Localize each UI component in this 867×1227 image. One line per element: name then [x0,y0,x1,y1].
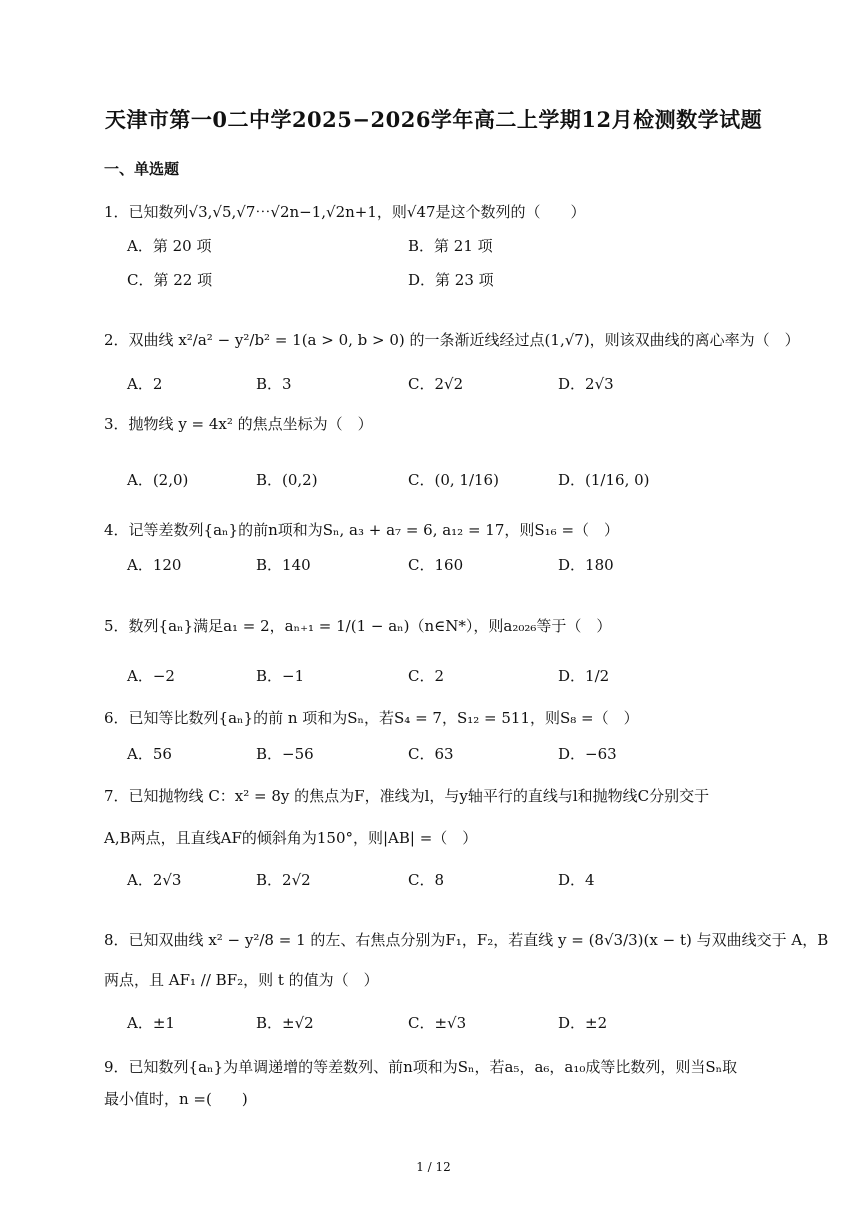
question-7-line-2: A,B两点，且直线AF的倾斜角为150°，则|AB| =（ ） [104,829,478,847]
question-text: 数列{aₙ}满足a₁ = 2，aₙ₊₁ = 1/(1 − aₙ)（n∈N*），则a₂₀₂₆等于（ ） [128,617,612,635]
option-a: A．2 [127,375,163,393]
option-b: B．3 [256,375,292,393]
question-number: 1． [104,203,129,221]
option-c: C．±√3 [408,1014,467,1032]
question-number: 2． [104,331,129,349]
question-8-line-2: 两点，且 AF₁ // BF₂，则 t 的值为（ ） [104,971,379,989]
question-3 [104,414,373,434]
option-c: C．2 [408,667,445,685]
option-c: C．2√2 [408,375,464,393]
option-b: B．−56 [256,745,314,763]
option-a: A．2√3 [127,871,182,889]
option-a: A．120 [127,556,182,574]
option-c: C．(0, 1/16) [408,471,499,489]
option-b: B．±√2 [256,1014,314,1032]
option-c: C．8 [408,871,445,889]
option-c: C．63 [408,745,454,763]
option-d: D．1/2 [558,667,610,685]
question-9-line-2: 最小值时，n =( ) [104,1090,248,1108]
option-a: A．±1 [127,1014,175,1032]
option-d: D．±2 [558,1014,608,1032]
question-number: 5． [104,617,129,635]
question-number: 8． [104,931,129,949]
option-a: A．56 [127,745,172,763]
option-c: C．第 22 项 [127,271,213,289]
question-text: 已知数列{aₙ}为单调递增的等差数列、前n项和为Sₙ，若a₅，a₆，a₁₀成等比数列，则当Sₙ取 [128,1058,738,1076]
page-title: 天津市第一0二中学2025−2026学年高二上学期12月检测数学试题 [104,107,763,132]
question-9 [104,1057,737,1077]
question-number: 9． [104,1058,129,1076]
option-b: B．−1 [256,667,305,685]
question-8 [104,930,828,950]
option-d: D．180 [558,556,614,574]
question-2 [104,330,800,350]
option-a: A．(2,0) [127,471,189,489]
option-a: A．−2 [127,667,175,685]
question-5 [104,616,611,636]
question-text: 双曲线 x²/a² − y²/b² = 1(a > 0, b > 0) 的一条渐近线经过点(1,√7)，则该双曲线的离心率为（ ） [128,331,800,349]
option-d: D．(1/16, 0) [558,471,650,489]
question-number: 4． [104,521,129,539]
question-text: 已知等比数列{aₙ}的前 n 项和为Sₙ，若S₄ = 7，S₁₂ = 511，则S₈ =（ ） [128,709,639,727]
question-text: 记等差数列{aₙ}的前n项和为Sₙ, a₃ + a₇ = 6, a₁₂ = 17，则S₁₆ =（ ） [128,521,620,539]
question-text: 已知抛物线 C：x² = 8y 的焦点为F，准线为l，与y轴平行的直线与l和抛物线C分别交于 [128,787,710,805]
question-number: 6． [104,709,129,727]
question-1 [104,202,586,222]
question-text: 抛物线 y = 4x² 的焦点坐标为（ ） [128,415,373,433]
option-d: D．4 [558,871,595,889]
option-b: B．140 [256,556,311,574]
page-number: 1 / 12 [416,1160,451,1174]
question-4 [104,520,619,540]
question-7 [104,786,709,806]
option-a: A．第 20 项 [127,237,212,255]
question-text: 已知双曲线 x² − y²/8 = 1 的左、右焦点分别为F₁，F₂，若直线 y = (8√3/3)(x − t) 与双曲线交于 A，B [128,931,829,949]
option-d: D．2√3 [558,375,614,393]
option-d: D．−63 [558,745,617,763]
section-heading: 一、单选题 [104,160,180,178]
option-c: C．160 [408,556,464,574]
question-6 [104,708,639,728]
option-d: D．第 23 项 [408,271,494,289]
option-b: B．第 21 项 [408,237,493,255]
option-b: B．(0,2) [256,471,318,489]
question-number: 3． [104,415,129,433]
question-text: 已知数列√3,√5,√7⋯√2n−1,√2n+1，则√47是这个数列的（ ） [128,203,586,221]
option-b: B．2√2 [256,871,311,889]
question-number: 7． [104,787,129,805]
